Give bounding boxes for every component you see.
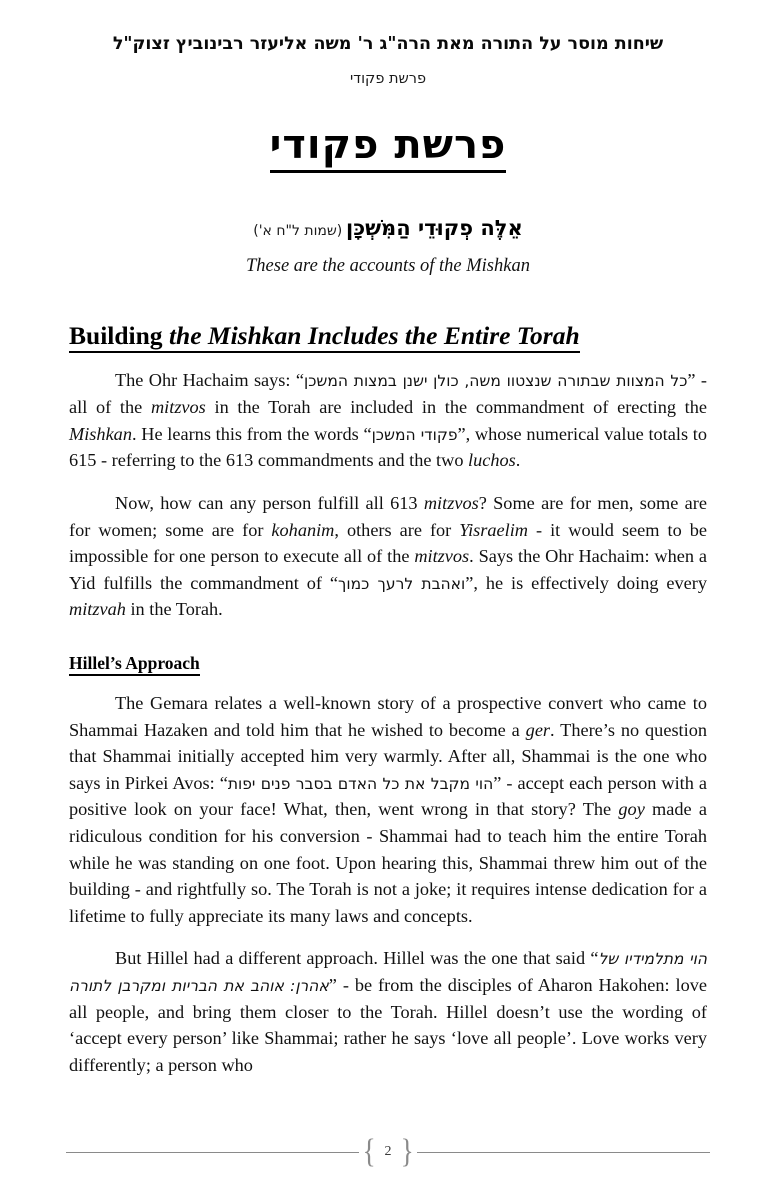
document-body [0, 321, 776, 1078]
running-header [0, 0, 776, 87]
emphasis-term: ger [525, 719, 551, 740]
body-text: ” - be from the disciples of Aharon Hakohen: love all people, and bring them closer to the Torah. Hillel doesn’t use the wording of ‘accept every person’ like Shammai; rather he says ‘love all people’. Love works very differently; a person who [69, 975, 707, 1075]
body-text: . There’s no question that Shammai initially accepted him very warmly. After all, Shammai is the one who says in Pirkei Avos: “ [69, 719, 707, 793]
body-paragraph [69, 690, 707, 929]
hebrew-quote: ואהבת לרעך כמוך [338, 574, 466, 593]
body-text: , others are for [334, 519, 460, 540]
body-text: made a ridiculous condition for his conversion - Shammai had to teach him the entire Torah while he was standing on one foot. Upon hearing this, Shammai threw him out of the building - and rightfully so. The Torah is not a joke; it requires intense dedication for a lifetime to fully appreciate its many laws and concepts. [69, 799, 708, 926]
heading-plain-text: Hillel’s Approach [69, 652, 200, 673]
footer-rule-right [417, 1152, 710, 1153]
emphasis-term: kohanim [271, 519, 335, 540]
hebrew-quote: פקודי המשכן [371, 425, 458, 444]
page-number-box [359, 1135, 418, 1169]
body-text: ”, he is effectively doing every [465, 572, 707, 593]
hebrew-quote: הוי מתלמידיו של אהרן: אוהב את הבריות ומקרבן לתורה [69, 950, 707, 996]
body-text: in the Torah are included in the commandment of erecting the [205, 397, 708, 418]
pasuk-hebrew-line [0, 215, 776, 242]
brace-right-icon: } [400, 1133, 414, 1170]
body-text: The Gemara relates a well-known story of a prospective convert who came to Shammai Hazaken and told him that he wished to become a [69, 692, 707, 740]
page-footer [0, 1132, 776, 1172]
page-number: 2 [384, 1144, 392, 1159]
emphasis-term: mitzvos [414, 546, 470, 567]
body-text: . He learns this from the words “ [131, 423, 372, 444]
section-body [0, 690, 776, 1079]
hebrew-quote: הוי מקבל את כל האדם בסבר פנים יפות [227, 774, 494, 793]
section-body [0, 367, 776, 622]
section-heading-container [0, 321, 776, 353]
pasuk-hebrew-text: אֵלֶּה פְקוּדֵי הַמִּשְׁכָּן [346, 215, 523, 240]
parsha-title-container [0, 123, 776, 173]
section-heading-container [0, 653, 776, 676]
body-text: ? Some are for men, some are for women; some are for [69, 492, 707, 540]
emphasis-term: mitzvos [150, 397, 206, 418]
heading-italic-text: the Mishkan Includes the Entire Torah [168, 321, 580, 351]
heading-plain-text: Building [69, 321, 169, 351]
footer-rule-left [66, 1152, 359, 1153]
body-text: The Ohr Hachaim says: “ [115, 370, 304, 391]
body-paragraph [69, 490, 707, 623]
body-text: in the Torah. [125, 599, 223, 620]
running-header-parsha-line: פרשת פקודי [349, 70, 427, 87]
section-heading-secondary [69, 653, 200, 676]
emphasis-term: luchos [468, 450, 516, 471]
emphasis-term: mitzvos [423, 492, 479, 513]
emphasis-term: Mishkan [69, 423, 132, 444]
emphasis-term: Yisraelim [459, 519, 528, 540]
pasuk-citation: (שמות ל"ח א') [253, 222, 343, 239]
body-text: ” - accept each person with a positive look on your face! What, then, went wrong in that story? The [69, 772, 708, 820]
body-text: - it would seem to be impossible for one person to execute all of the [69, 519, 707, 567]
running-header-author-line: שיחות מוסר על התורה מאת הרה"ג ר' משה אליעזר רבינוביץ זצוק"ל [112, 34, 664, 54]
emphasis-term: goy [618, 799, 645, 820]
page-title: פרשת פקודי [270, 123, 507, 173]
body-text: But Hillel had a different approach. Hillel was the one that said “ [115, 948, 599, 969]
hebrew-quote: כל המצוות שבתורה שנצטוו משה, כולן ישנן במצות המשכן [303, 372, 688, 391]
body-paragraph [69, 367, 707, 473]
pasuk-translation: These are the accounts of the Mishkan [246, 256, 530, 277]
body-text: Now, how can any person fulfill all 613 [115, 492, 424, 513]
body-text: . Says the Ohr Hachaim: when a Yid fulfills the commandment of “ [69, 546, 707, 593]
body-text: ”, whose numerical value totals to 615 - referring to the 613 commandments and the two [69, 423, 707, 471]
body-text: ” - all of the [69, 370, 707, 418]
pasuk-block [0, 215, 776, 277]
body-paragraph [69, 945, 707, 1078]
section-heading-primary [69, 321, 580, 353]
emphasis-term: mitzvah [69, 599, 126, 620]
brace-left-icon: { [362, 1133, 376, 1170]
body-text: . [515, 450, 521, 471]
